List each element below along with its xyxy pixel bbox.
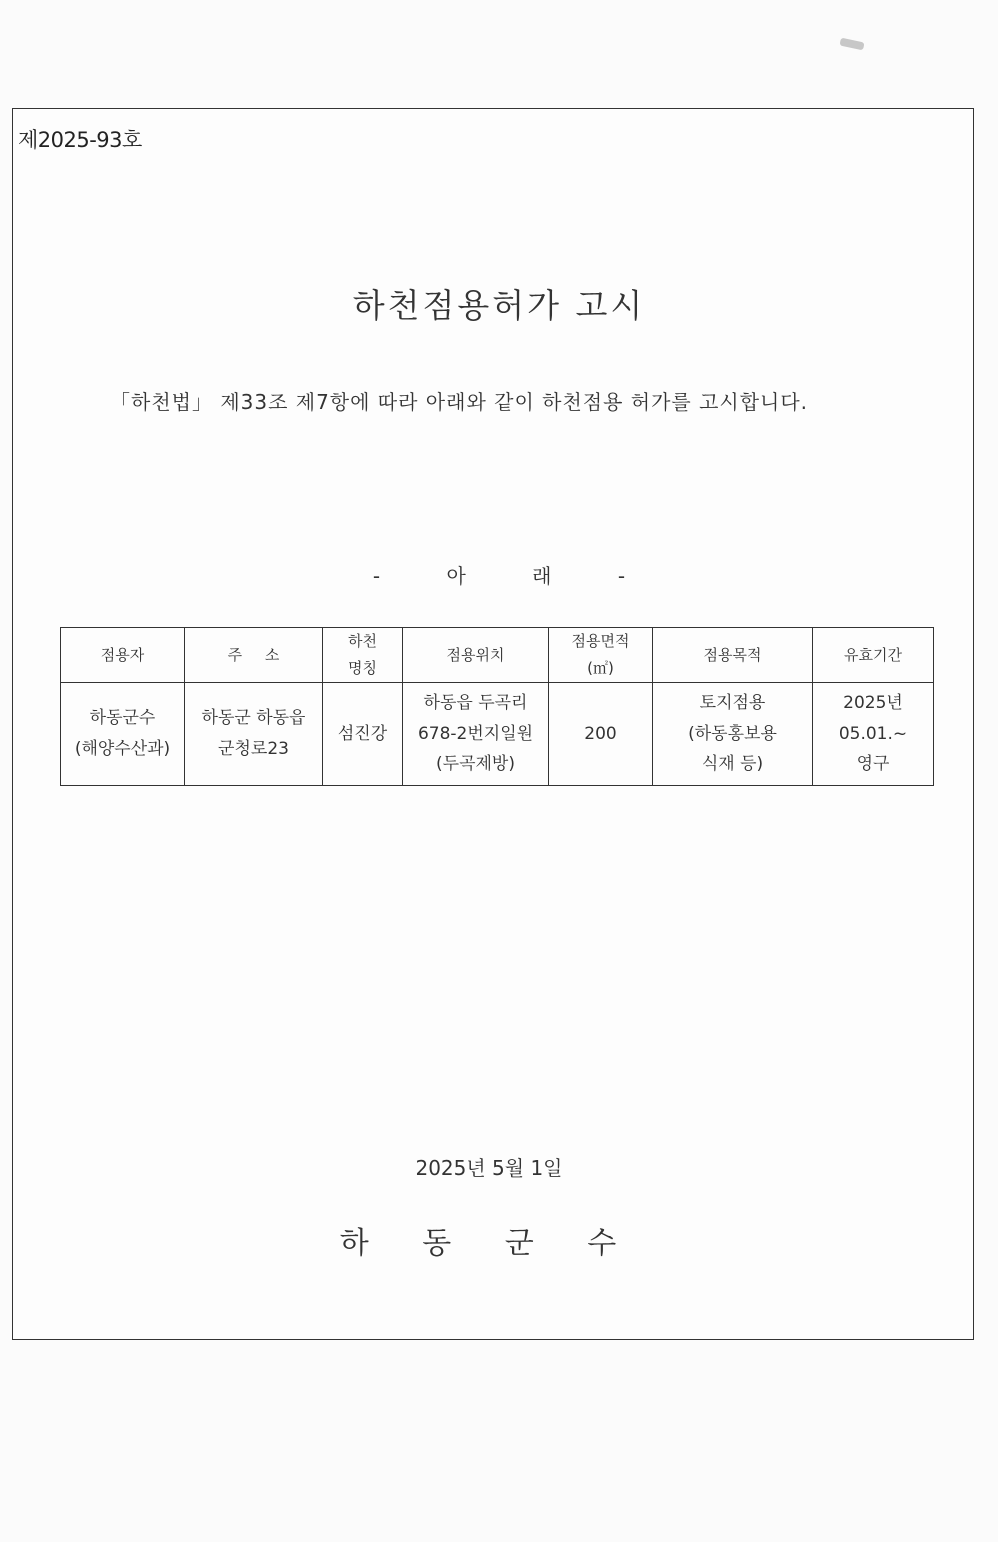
cell-occupant: 하동군수 (해양수산과) [61,683,185,786]
document-title: 하천점용허가 고시 [352,286,646,325]
issuer-name: 하 동 군 수 [339,1226,639,1261]
cell-address: 하동군 하동읍 군청로23 [185,683,323,786]
header-purpose: 점용목적 [653,628,813,683]
intro-text: 「하천법」 제33조 제7항에 따라 아래와 같이 하천점용 허가를 고시합니다. [110,390,809,414]
notice-date: 2025년 5월 1일 [415,1156,563,1180]
document-number: 제2025-93호 [18,128,142,152]
header-address: 주 소 [185,628,323,683]
table-header-row [61,628,934,683]
table-row [61,683,934,786]
header-river-name: 하천 명칭 [323,628,403,683]
cell-area: 200 [549,683,653,786]
header-area: 점용면적 (㎡) [549,628,653,683]
header-validity: 유효기간 [813,628,934,683]
header-occupant: 점용자 [61,628,185,683]
cell-river-name: 섬진강 [323,683,403,786]
below-label: - 아 래 - [372,564,626,588]
header-location: 점용위치 [403,628,549,683]
scan-artifact [839,38,864,51]
cell-location: 하동읍 두곡리 678-2번지일원 (두곡제방) [403,683,549,786]
cell-validity: 2025년 05.01.~ 영구 [813,683,934,786]
cell-purpose: 토지점용 (하동홍보용 식재 등) [653,683,813,786]
permit-table [60,627,934,786]
